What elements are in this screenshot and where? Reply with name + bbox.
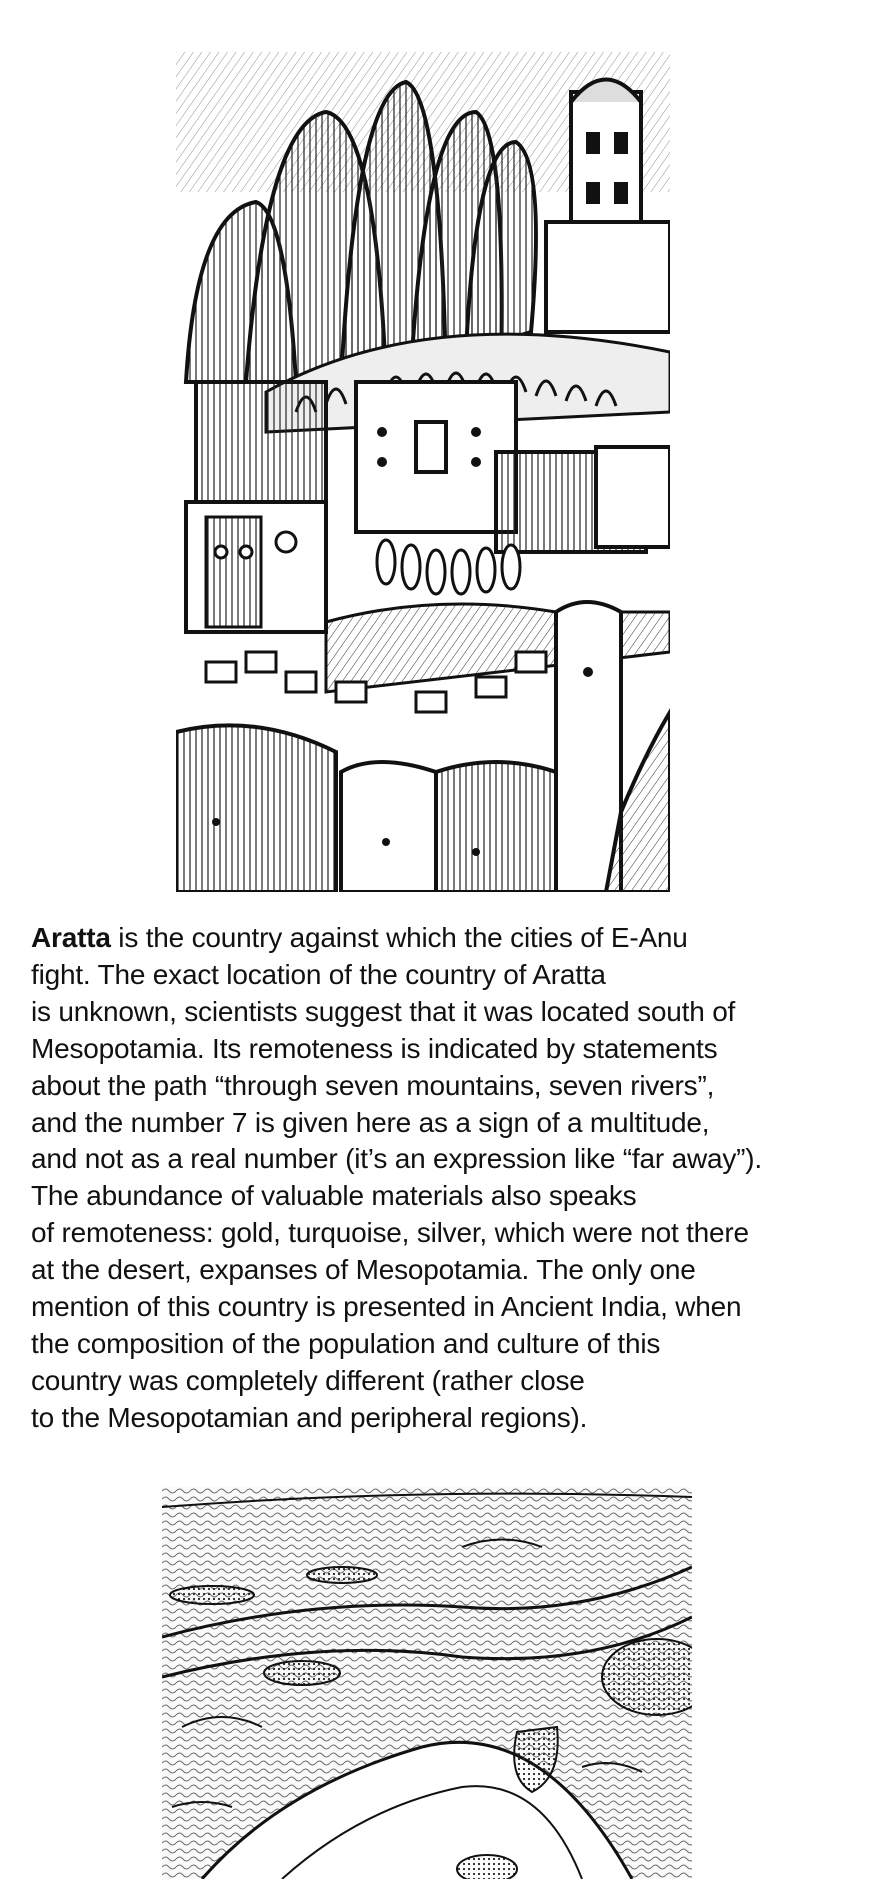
text-line: The abundance of valuable materials also speaks — [31, 1180, 637, 1212]
text-line-1-rest: is the country against which the cities of E-Anu — [110, 922, 688, 953]
text-line: at the desert, expanses of Mesopotamia. The only one — [31, 1254, 696, 1286]
text-line: country was completely different (rather close — [31, 1364, 585, 1396]
city-sketch-icon — [176, 52, 670, 892]
text-line: about the path “through seven mountains, seven rivers”, — [31, 1069, 715, 1101]
text-line: and not as a real number (it’s an expression like “far away”). — [31, 1143, 762, 1175]
text-line: is unknown, scientists suggest that it was located south of — [31, 995, 736, 1027]
river-landscape-icon — [162, 1487, 692, 1879]
city-illustration — [176, 52, 670, 892]
river-landscape-illustration — [162, 1487, 692, 1879]
term-aratta: Aratta — [31, 922, 111, 953]
article-text — [31, 920, 851, 1437]
text-line: the composition of the population and culture of this — [31, 1327, 661, 1359]
text-line: Mesopotamia. Its remoteness is indicated by statements — [31, 1032, 718, 1064]
text-line: to the Mesopotamian and peripheral regions). — [31, 1401, 588, 1433]
text-line — [31, 920, 851, 957]
text-line: fight. The exact location of the country of Aratta — [31, 958, 606, 990]
text-line: mention of this country is presented in Ancient India, when — [31, 1291, 742, 1323]
text-line: of remoteness: gold, turquoise, silver, which were not there — [31, 1217, 749, 1249]
text-line: and the number 7 is given here as a sign of a multitude, — [31, 1106, 710, 1138]
